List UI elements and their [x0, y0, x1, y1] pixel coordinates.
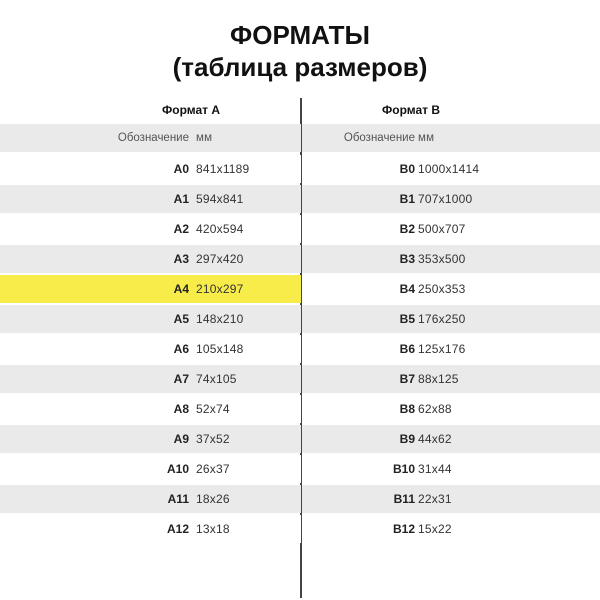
format-code: А11	[167, 492, 189, 506]
table-row	[302, 185, 600, 213]
format-code: В12	[392, 522, 415, 536]
table-row	[302, 425, 600, 453]
table-row	[302, 485, 600, 513]
format-code: А7	[173, 372, 189, 386]
table-heading: Формат А	[162, 103, 221, 117]
format-size: 22x31	[418, 492, 452, 506]
format-size: 15x22	[418, 522, 452, 536]
table-row	[0, 335, 301, 363]
table-row	[302, 395, 600, 423]
format-size: 1000x1414	[418, 162, 480, 176]
table-row	[302, 455, 600, 483]
table-row	[0, 215, 301, 243]
format-code: В4	[399, 282, 415, 296]
table-row	[302, 215, 600, 243]
table-row	[0, 155, 301, 183]
format-code: В7	[399, 372, 415, 386]
table-row	[302, 155, 600, 183]
format-size: 31x44	[418, 462, 452, 476]
table-row	[0, 365, 301, 393]
table-body	[0, 155, 301, 543]
page-subtitle: (таблица размеров)	[172, 52, 428, 82]
format-code: А0	[173, 162, 189, 176]
table-row	[302, 515, 600, 543]
format-code: А1	[173, 192, 189, 206]
format-code: В2	[399, 222, 415, 236]
table-row	[0, 305, 301, 333]
format-size: 500x707	[418, 222, 466, 236]
format-size: 841x1189	[196, 162, 250, 176]
column-header-code: Обозначение	[343, 132, 415, 144]
format-code: В0	[399, 162, 415, 176]
format-size: 62x88	[418, 402, 452, 416]
format-code: В6	[399, 342, 415, 356]
format-size: 210x297	[196, 282, 244, 296]
column-header-size: мм	[418, 132, 435, 144]
format-size: 148x210	[196, 312, 244, 326]
table-row	[0, 455, 301, 483]
table-row	[302, 365, 600, 393]
format-size: 707x1000	[418, 192, 473, 206]
format-code: А6	[173, 342, 189, 356]
table-row	[0, 395, 301, 423]
format-code: В10	[392, 462, 415, 476]
format-size: 297x420	[196, 252, 244, 266]
format-code: А8	[173, 402, 189, 416]
column-header-code: Обозначение	[117, 132, 189, 144]
table-row	[302, 275, 600, 303]
format-size: 88x125	[418, 372, 459, 386]
format-code: В9	[399, 432, 415, 446]
format-size: 26x37	[196, 462, 230, 476]
table-row	[0, 275, 301, 303]
table-header-row	[302, 124, 600, 152]
table-row	[0, 245, 301, 273]
format-size: 594x841	[196, 192, 244, 206]
format-code: В11	[393, 492, 415, 506]
table-row	[0, 425, 301, 453]
format-code: А12	[166, 522, 189, 536]
format-size: 353x500	[418, 252, 466, 266]
format-code: А5	[173, 312, 189, 326]
table-header-row	[0, 124, 301, 152]
format-size: 250x353	[418, 282, 466, 296]
table-row	[302, 245, 600, 273]
table-row	[302, 305, 600, 333]
format-code: В3	[399, 252, 415, 266]
format-code: А3	[173, 252, 189, 266]
format-size: 52x74	[196, 402, 230, 416]
format-size: 420x594	[196, 222, 244, 236]
page-title: ФОРМАТЫ	[230, 20, 370, 50]
table-row	[0, 485, 301, 513]
format-code: В8	[399, 402, 415, 416]
table-row	[302, 335, 600, 363]
format-size: 105x148	[196, 342, 244, 356]
format-code: В1	[399, 192, 415, 206]
format-code: А2	[173, 222, 189, 236]
format-size: 125x176	[418, 342, 466, 356]
format-size: 74x105	[196, 372, 237, 386]
format-size: 176x250	[418, 312, 466, 326]
column-header-size: мм	[196, 132, 213, 144]
table-format-b	[302, 96, 600, 543]
format-size: 18x26	[196, 492, 230, 506]
table-format-a	[0, 96, 301, 543]
format-size: 13x18	[196, 522, 230, 536]
table-row	[0, 515, 301, 543]
format-size: 37x52	[196, 432, 230, 446]
format-code: А4	[173, 282, 189, 296]
table-heading: Формат В	[382, 103, 441, 117]
format-size: 44x62	[418, 432, 452, 446]
format-code: А10	[166, 462, 189, 476]
format-code: В5	[399, 312, 415, 326]
format-code: А9	[173, 432, 189, 446]
table-body	[302, 155, 600, 543]
table-row	[0, 185, 301, 213]
